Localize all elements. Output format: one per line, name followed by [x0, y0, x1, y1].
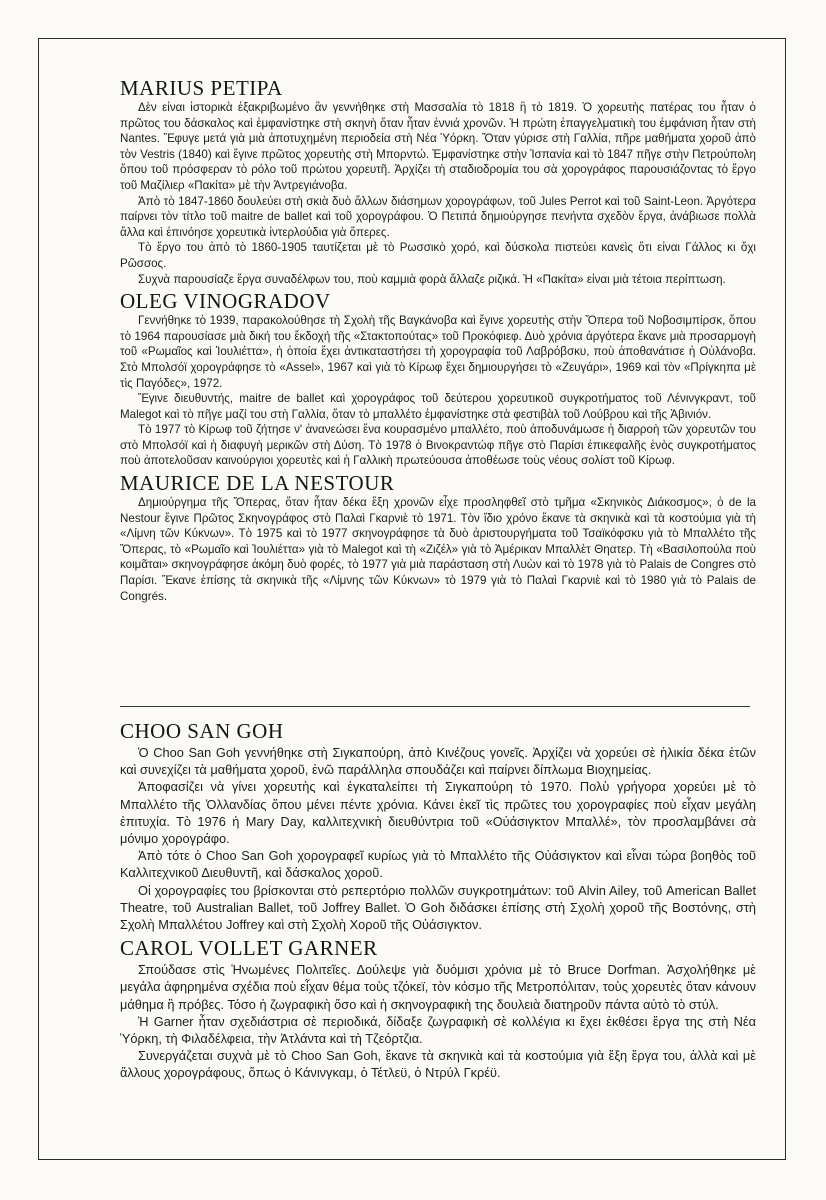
upper-biographies: [120, 66, 756, 604]
bio-oleg-vinogradov: [120, 289, 756, 469]
bio-paragraph: Τὸ 1977 τὸ Κίρωφ τοῦ ζήτησε ν' ἀνανεώσει ἕνα κουρασμένο μπαλλέτο, ποὺ ἀποδυνάμωσε ἡ διαρροὴ τῶν χορευτῶν του στὸ Μπολσόϊ καὶ ἡ διαφυγὴ μερικῶν στὴ Δύση. Τὸ 1978 ὁ Βινοκραντώφ πῆγε στὸ Παρίσι ἐπικεφαλῆς ἑνὸς συγκροτήματος ποὺ ἀποτελοῦσαν καινούργιοι χορευτὲς καὶ ἡ Γαλλικὴ πρωτεύουσα ἀποθέωσε τοὺς νέους σολίστ τοῦ Κίρωφ.: [120, 423, 756, 468]
bio-name: CHOO SAN GOH: [120, 719, 284, 743]
section-divider: [120, 706, 750, 707]
bio-paragraph: Ἡ Garner ἦταν σχεδιάστρια σὲ περιοδικά, δίδαξε ζωγραφικὴ σὲ κολλέγια κι ἔχει ἐκθέσει ἔργα της στὴ Νέα Ὑόρκη, τὴ Φιλαδέλφεια, τὴν Ἀτλάντα καὶ τὴ Τζεόρτζια.: [120, 1013, 756, 1047]
bio-carol-vollet-garner: [120, 935, 756, 1081]
lower-biographies: [120, 718, 756, 1082]
bio-paragraph: Συχνὰ παρουσίαζε ἔργα συναδέλφων του, ποὺ καμμιὰ φορὰ ἄλλαζε ριζικά. Ἡ «Πακίτα» εἰναι μιὰ τέτοια περίπτωση.: [138, 272, 726, 286]
bio-paragraph: Ἀπὸ τότε ὁ Choo San Goh χορογραφεῖ κυρίως γιὰ τὸ Μπαλλέτο τῆς Οὐάσιγκτον καὶ εἶναι τώρα βοηθὸς τοῦ Καλλιτεχνικοῦ Διευθυντῆ, καὶ δάσκαλος χοροῦ.: [120, 848, 756, 881]
bio-name: MAURICE DE LA NESTOUR: [120, 471, 395, 496]
bio-name: CAROL VOLLET GARNER: [120, 936, 378, 961]
bio-marius-petipa: [120, 76, 756, 287]
bio-paragraph: Ἀπὸ τὸ 1847-1860 δουλεύει στὴ σκιὰ δυὸ ἄλλων διάσημων χορογράφων, τοῦ Jules Perrot καὶ τοῦ Saint-Leon. Ἀργότερα παίρνει τὸν τίτλο τοῦ maitre de ballet καὶ τοῦ χορογράφου. Ὁ Πετιπά δημιούργησε πενήντα σχεδὸν ἔργα, ἀνάβιωσε πολλὰ ἄλλα καὶ ἐπινόησε χορευτικὰ ἰντερλούδια γιὰ ὄπερες.: [120, 194, 756, 239]
bio-maurice-de-la-nestour: [120, 471, 756, 604]
bio-name: OLEG VINOGRADOV: [120, 289, 331, 314]
bio-paragraph: Οἱ χορογραφίες του βρίσκονται στὸ ρεπερτόριο πολλῶν συγκροτημάτων: τοῦ Alvin Ailey, τοῦ American Ballet Theatre, τοῦ Australian Ballet, τοῦ Joffrey Ballet. Ὁ Goh διδάσκει ἐπίσης στὴ Σχολὴ χοροῦ τῆς Βοστόνης, στὴ Σχολὴ Μπαλλέτου Joffrey καὶ στὴ Σχολὴ Χοροῦ τῆς Οὐάσιγκτον.: [120, 882, 756, 933]
bio-paragraph: Ἀποφασίζει νὰ γίνει χορευτὴς καὶ ἐγκαταλείπει τὴ Σιγκαπούρη τὸ 1970. Πολὺ γρήγορα χορεύει μὲ τὸ Μπαλλέτο τῆς Ὁλλανδίας ὅπου μένει πέντε χρόνια. Κάνει ἐκεῖ τὶς πρῶτες του χορογραφίες ποὺ εἶχαν μεγάλη ἐπιτυχία. Τὸ 1976 ἡ Mary Day, καλλιτεχνικὴ διευθύντρια τοῦ «Οὐάσιγκτον Μπαλλέ», τὸν προσλαμβάνει σὰ μόνιμο χορογράφο.: [120, 779, 756, 847]
bio-paragraph: Τὸ ἔργο του ἀπὸ τὸ 1860-1905 ταυτίζεται μὲ τὸ Ρωσσικὸ χορό, καὶ δύσκολα πιστεύει κανεὶς ὅτι εἰναι Γάλλος κι ὄχι Ρῶσσος.: [120, 241, 756, 270]
bio-paragraph: Σπούδασε στὶς Ἡνωμένες Πολιτεῖες. Δούλεψε γιὰ δυόμισι χρόνια μὲ τὸ Bruce Dorfman. Ἀσχολήθηκε μὲ μεγάλα ἀφηρημένα σχέδια ποὺ εἶχαν θέμα τοὺς τζόκεϊ, τὸν κόσμο τῆς Μετροπόλιταν, τοὺς χορευτὲς ὅταν κάνουν μάθημα ἢ πρόβες. Τόσο ἡ ζωγραφικὴ ὅσο καὶ ἡ σκηνογραφικὴ της δουλειὰ διατηροῦν πάντα αὐτὸ τὸ στύλ.: [120, 962, 756, 1012]
bio-paragraph: Ὁ Choo San Goh γεννήθηκε στὴ Σιγκαπούρη, ἀπὸ Κινέζους γονεῖς. Ἀρχίζει νὰ χορεύει σὲ ἡλικία δέκα ἐτῶν καὶ συνεχίζει τὰ μαθήματα χοροῦ, ἐνῶ παράλληλα σπουδάζει καὶ παίρνει δίπλωμα Βιοχημείας.: [120, 745, 756, 778]
bio-paragraph: Συνεργάζεται συχνὰ μὲ τὸ Choo San Goh, ἔκανε τὰ σκηνικὰ καὶ τὰ κοστούμια γιὰ ἕξη ἔργα του, ἀλλὰ καὶ μὲ ἄλλους χορογράφους, ὅπως ὁ Κάνινγκαμ, ὁ Τέτλεϋ, ὁ Ντρύλ Γκρέϋ.: [120, 1048, 756, 1081]
bio-name: MARIUS PETIPA: [120, 76, 283, 100]
bio-choo-san-goh: [120, 718, 756, 933]
bio-paragraph: Δὲν εἰναι ἱστορικὰ ἐξακριβωμένο ἂν γεννήθηκε στὴ Μασσαλία τὸ 1818 ἢ τὸ 1819. Ὁ χορευτὴς πατέρας του ἦταν ὁ πρῶτος του δάσκαλος καὶ ἐμφανίστηκε στὴ σκηνὴ ὅταν ἦταν ἐννιά χρονῶν. Ἡ πρώτη ἐπαγγελματικὴ του ἐμφάνιση ἦταν στὴ Nantes. Ἔφυγε μετά γιὰ μιὰ ἀποτυχημένη περιοδεία στὴ Νέα Ὑόρκη. Ὅταν γύρισε στὴ Γαλλία, πῆρε μαθήματα χοροῦ ἀπὸ τὸν Vestris (1840) καὶ ἔγινε πρῶτος χορευτὴς στὴ Μπορντώ. Ἐμφανίστηκε στὴν Ἱσπανία καὶ τὸ 1847 πῆγε στὴν Πετρούπολη ὅπου τοῦ πρόσφεραν τὸ ρόλο τοῦ πρώτου χορευτῆ. Ἀρχίζει τὴ σταδιοδρομία του σὰ χορογράφος παρουσιάζοντας τὸ ἔργο τοῦ Μαζίλιερ «Πακίτα» μὲ τὴν Ἀντρεγιάνοβα.: [120, 101, 756, 192]
bio-paragraph: Δημιούργημα τῆς Ὄπερας, ὅταν ἦταν δέκα ἕξη χρονῶν εἶχε προσληφθεῖ στὸ τμῆμα «Σκηνικὸς Διάκοσμος», ὁ de la Nestour ἔγινε Πρῶτος Σκηνογράφος στὸ Παλαὶ Γκαρνιὲ τὸ 1971. Τὸν ἴδιο χρόνο ἔκανε τὰ σκηνικὰ καὶ τὰ κοστούμια γιὰ τὴ «Λίμνη τῶν Κύκνων». Τὸ 1975 καὶ τὸ 1977 σκηνογράφησε τὰ δυὸ ἀριστουργήματα τοῦ Τσαϊκόφσκυ γιὰ τὸ Μπαλλέτο τῆς Ὄπερας, τὸ «Ρωμαῖο καὶ Ἰουλιέττα» γιὰ τὸ Malegot καὶ τὴ «Ζιζέλ» γιὰ τὸ Ἀμέρικαν Μπαλλὲτ Θηατερ. Τὴ «Βασιλοπούλα ποὺ κοιμᾶται» σκηνογράφησε ἀκόμη δυὸ φορές, τὸ 1977 γιὰ μιὰ παράσταση στὴ Λυὼν καὶ τὸ 1978 γιὰ τὸ Palais de Congres στὸ Παρίσι. Ἔκανε ἐπίσης τὰ σκηνικὰ τῆς «Λίμνης τῶν Κύκνων» τὸ 1979 γιὰ τὸ Παλαὶ Γκαρνιὲ καὶ τὸ 1980 γιὰ τὸ Palais de Congrés.: [120, 496, 756, 603]
bio-paragraph: Γεννήθηκε τὸ 1939, παρακολούθησε τὴ Σχολὴ τῆς Βαγκάνοβα καὶ ἔγινε χορευτὴς στὴν Ὄπερα τοῦ Νοβοσιμπίρσκ, ὅπου τὸ 1964 παρουσίασε μιὰ δική του ἔκδοχή τῆς «Στακτοπούτας» τοῦ Προκόφιεφ. Δυὸ χρόνια ἀργότερα ἔκανε μιὰ προσαρμογὴ τοῦ «Ρωμαῖος καὶ Ἰουλιέττα», ἡ ὁποία ἔχει ἀντικαταστήσει τὴ χορογραφία τοῦ Λαβρόβσκυ, ποὺ ἀποθανάτισε ἡ Οὐλάνοβα. Στὸ Μπολσόϊ χορογράφησε τὸ «Assel», 1967 καὶ γιὰ τὸ Κίρωφ ἔχει δημιουργήσει τὸ «Ζευγάρι», 1969 καὶ τὸν «Πρίγκηπα μὲ τὶς Παγόδες», 1972.: [120, 314, 756, 390]
bio-paragraph: Ἔγινε διευθυντής, maitre de ballet καὶ χορογράφος τοῦ δεύτερου χορευτικοῦ συγκροτήματος τοῦ Λένινγκραντ, τοῦ Malegot καὶ τὸ πῆγε μαζί του στὴ Γαλλία, ὅταν τὸ μπαλλέτο ἐμφανίστηκε στὰ φεστιβὰλ τοῦ Λούβρου καὶ τῆς Ἀβινιόν.: [120, 392, 756, 421]
